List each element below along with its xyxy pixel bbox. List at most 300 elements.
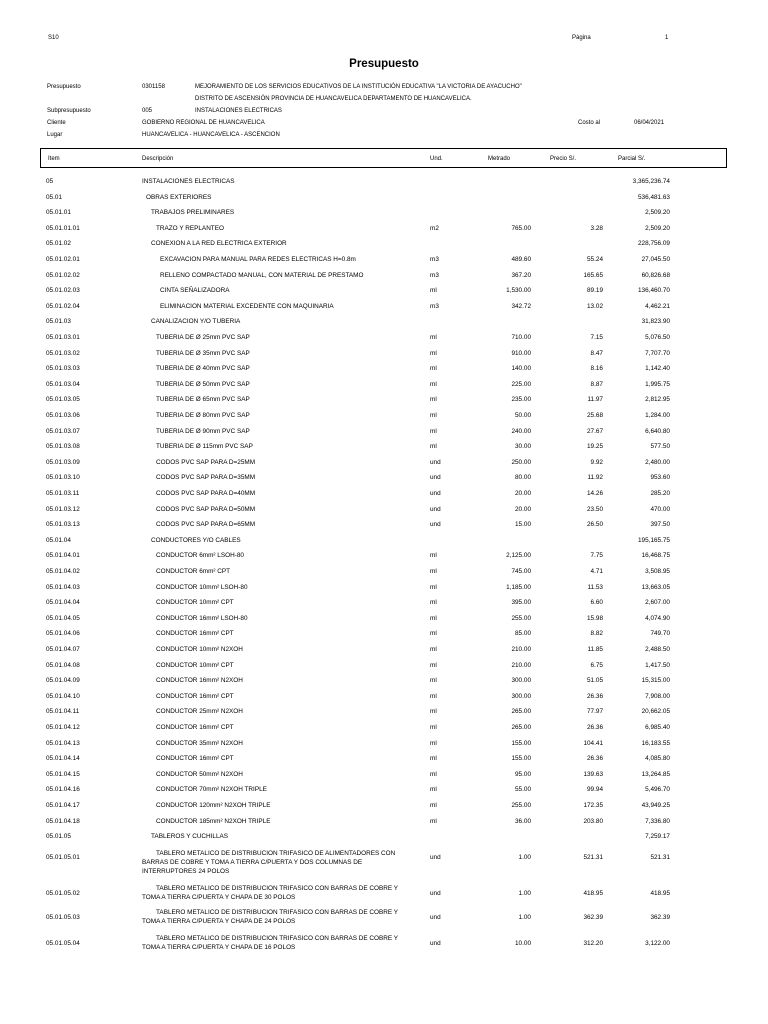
row-precio: 11.85	[587, 646, 603, 653]
row-unit: und	[430, 521, 441, 529]
row-parcial: 2,607.00	[645, 599, 670, 607]
row-item: 05.01.03.03	[46, 365, 80, 373]
row-description-line: BARRAS DE COBRE Y TOMA A TIERRA C/PUERTA Y DOS COLUMNAS DE	[142, 859, 363, 866]
row-parcial: 7,908.00	[645, 692, 670, 700]
row-parcial: 3,365,236.74	[632, 178, 670, 185]
row-precio: 521.31	[583, 854, 603, 861]
row-metrado: 265.00	[511, 724, 531, 731]
row-description: TUBERIA DE Ø 35mm PVC SAP	[156, 349, 250, 357]
row-metrado: 30.00	[515, 443, 531, 451]
row-description-line: TABLERO METALICO DE DISTRIBUCION TRIFASICO DE ALIMENTADORES CON	[156, 850, 396, 857]
row-unit: ml	[430, 396, 437, 404]
row-unit: ml	[430, 677, 437, 685]
row-item: 05.01.03.09	[46, 458, 80, 466]
row-unit: und	[430, 490, 441, 497]
row-metrado: 36.00	[515, 817, 531, 825]
row-precio: 26.50	[587, 521, 603, 529]
table-row	[0, 849, 768, 879]
table-row	[0, 517, 768, 533]
row-description-line: TABLERO METALICO DE DISTRIBUCION TRIFASICO CON BARRAS DE COBRE Y	[156, 909, 399, 916]
row-unit: und	[430, 458, 441, 466]
row-precio: 6.60	[590, 599, 603, 607]
row-unit: und	[430, 854, 441, 861]
row-precio: 7.15	[590, 334, 603, 341]
row-item: 05.01.03.02	[46, 349, 80, 357]
row-metrado: 210.00	[511, 661, 531, 669]
row-precio: 11.97	[587, 396, 603, 404]
row-metrado: 155.00	[511, 739, 531, 747]
row-metrado: 1,185.00	[506, 583, 531, 591]
row-metrado: 85.00	[515, 630, 531, 638]
row-precio: 8.47	[590, 349, 603, 357]
row-description: CONEXION A LA RED ELECTRICA EXTERIOR	[151, 240, 287, 248]
table-row	[0, 190, 768, 206]
row-parcial: 1,284.00	[645, 412, 670, 419]
row-unit: ml	[430, 443, 437, 451]
row-precio: 104.41	[583, 739, 603, 747]
row-parcial: 2,509.20	[645, 209, 670, 217]
row-metrado: 710.00	[511, 334, 531, 341]
row-parcial: 2,509.20	[645, 224, 670, 232]
subpresupuesto-desc: INSTALACIONES ELECTRICAS	[195, 108, 282, 114]
row-metrado: 342.72	[511, 302, 531, 310]
row-item: 05.01.02.03	[46, 287, 80, 295]
row-unit: ml	[430, 708, 437, 716]
table-row	[0, 829, 768, 845]
row-item: 05.01.03.06	[46, 412, 80, 419]
s10-label: S10	[48, 35, 59, 41]
row-precio: 8.87	[590, 380, 603, 388]
cliente-label: Cliente	[47, 120, 66, 126]
row-description: CODOS PVC SAP PARA D=25MM	[156, 458, 256, 466]
row-metrado: 250.00	[511, 458, 531, 466]
row-description: CONDUCTOR 120mm² N2XOH TRIPLE	[156, 802, 271, 809]
row-parcial: 2,488.50	[645, 646, 670, 653]
row-description: CODOS PVC SAP PARA D=65MM	[156, 521, 256, 529]
row-parcial: 43,949.25	[641, 802, 670, 809]
table-row	[0, 346, 768, 362]
table-row	[0, 299, 768, 315]
row-unit: ml	[430, 365, 437, 373]
subpresupuesto-code: 005	[142, 108, 153, 114]
row-item: 05.01.03.04	[46, 380, 80, 388]
table-row	[0, 934, 768, 964]
row-metrado: 20.00	[515, 490, 531, 497]
row-metrado: 80.00	[515, 474, 531, 482]
row-unit: ml	[430, 692, 437, 700]
row-item: 05.01.03.01	[46, 334, 80, 341]
table-row	[0, 174, 768, 190]
row-precio: 8.82	[590, 630, 603, 638]
row-item: 05.01.04.05	[46, 614, 80, 622]
presupuesto-desc-1: MEJORAMIENTO DE LOS SERVICIOS EDUCATIVOS DE LA INSTITUCIÓN EDUCATIVA "LA VICTORIA DE AYACUCHO"	[195, 84, 522, 90]
row-metrado: 1.00	[518, 914, 531, 921]
row-precio: 55.24	[587, 256, 603, 263]
row-precio: 165.65	[583, 271, 603, 279]
table-row	[0, 424, 768, 440]
row-item: 05.01.04.03	[46, 583, 80, 591]
row-description: TUBERIA DE Ø 25mm PVC SAP	[156, 334, 250, 341]
row-parcial: 4,085.80	[645, 755, 670, 763]
row-parcial: 6,985.40	[645, 724, 670, 731]
table-row	[0, 439, 768, 455]
row-description: CONDUCTOR 10mm² N2XOH	[156, 646, 243, 653]
table-row	[0, 268, 768, 284]
row-parcial: 3,122.00	[645, 940, 670, 947]
row-precio: 77.97	[587, 708, 603, 716]
table-row	[0, 689, 768, 705]
row-description: EXCAVACION PARA MANUAL PARA REDES ELECTRICAS H=0.8m	[160, 256, 356, 263]
row-precio: 172.35	[583, 802, 603, 809]
table-row	[0, 361, 768, 377]
row-item: 05.01.04.06	[46, 630, 80, 638]
row-precio: 23.50	[587, 505, 603, 513]
cliente-value: GOBIERNO REGIONAL DE HUANCAVELICA	[142, 120, 265, 126]
row-unit: ml	[430, 724, 437, 731]
row-precio: 418.95	[583, 890, 603, 897]
table-row	[0, 580, 768, 596]
row-description: TRAZO Y REPLANTEO	[156, 224, 224, 232]
row-parcial: 5,496.70	[645, 786, 670, 794]
row-unit: ml	[430, 646, 437, 653]
row-unit: m2	[430, 224, 439, 232]
row-item: 05.01.04.10	[46, 692, 80, 700]
presupuesto-desc-2: DISTRITO DE ASCENSIÓN PROVINCIA DE HUANCAVELICA DEPARTAMENTO DE HUANCAVELICA.	[195, 96, 472, 102]
row-precio: 362.39	[583, 914, 603, 921]
table-row	[0, 236, 768, 252]
row-description-line: TOMA A TIERRA C/PUERTA Y CHAPA DE 16 POLOS	[142, 944, 296, 951]
row-parcial: 362.39	[650, 914, 670, 921]
row-parcial: 4,462.21	[645, 302, 670, 310]
row-parcial: 31,823.90	[641, 318, 670, 326]
row-description: TUBERIA DE Ø 65mm PVC SAP	[156, 396, 250, 404]
table-row	[0, 205, 768, 221]
row-parcial: 1,142.40	[645, 365, 670, 373]
row-unit: ml	[430, 552, 437, 560]
table-row	[0, 658, 768, 674]
row-unit: und	[430, 914, 441, 921]
row-description-line: TABLERO METALICO DE DISTRIBUCION TRIFASICO CON BARRAS DE COBRE Y	[156, 935, 399, 942]
row-unit: m3	[430, 256, 439, 263]
row-precio: 6.75	[590, 661, 603, 669]
row-item: 05.01.03	[46, 318, 71, 326]
row-parcial: 7,259.17	[645, 833, 670, 841]
row-description: CINTA SEÑALIZADORA	[160, 287, 230, 295]
row-item: 05.01.04.02	[46, 568, 80, 575]
row-metrado: 210.00	[511, 646, 531, 653]
row-parcial: 418.95	[650, 890, 670, 897]
table-row	[0, 533, 768, 549]
row-parcial: 195,165.75	[638, 536, 670, 544]
row-precio: 8.16	[590, 365, 603, 373]
row-precio: 51.05	[587, 677, 603, 685]
row-item: 05.01.04	[46, 536, 71, 544]
table-row	[0, 751, 768, 767]
row-metrado: 395.00	[511, 599, 531, 607]
row-item: 05.01.05.02	[46, 890, 80, 897]
row-description: ELIMINACION MATERIAL EXCEDENTE CON MAQUINARIA	[160, 302, 334, 310]
row-metrado: 910.00	[511, 349, 531, 357]
row-parcial: 6,640.80	[645, 427, 670, 435]
row-parcial: 2,812.95	[645, 396, 670, 404]
row-precio: 26.36	[587, 724, 603, 731]
row-item: 05.01.04.15	[46, 770, 80, 778]
row-parcial: 136,460.70	[638, 287, 670, 295]
table-row	[0, 221, 768, 237]
row-unit: ml	[430, 583, 437, 591]
subpresupuesto-label: Subpresupuesto	[47, 108, 91, 114]
row-parcial: 749.70	[650, 630, 670, 638]
row-unit: ml	[430, 287, 437, 295]
row-parcial: 285.20	[650, 490, 670, 497]
pagina-number: 1	[665, 35, 669, 41]
row-item: 05.01	[46, 193, 62, 201]
row-item: 05.01.02	[46, 240, 71, 248]
row-metrado: 255.00	[511, 614, 531, 622]
row-unit: ml	[430, 802, 437, 809]
row-description: CONDUCTOR 10mm² CPT	[156, 661, 234, 669]
row-metrado: 15.00	[515, 521, 531, 529]
row-metrado: 1,530.00	[506, 287, 531, 295]
table-row	[0, 782, 768, 798]
row-item: 05.01.05.01	[46, 854, 80, 861]
row-parcial: 577.50	[650, 443, 670, 451]
row-item: 05.01.05.04	[46, 940, 80, 947]
col-metrado: Metrado	[488, 156, 511, 162]
row-unit: ml	[430, 380, 437, 388]
row-parcial: 521.31	[650, 854, 670, 861]
row-description: CONDUCTOR 185mm² N2XOH TRIPLE	[156, 817, 271, 825]
row-item: 05.01.02.01	[46, 256, 80, 263]
row-metrado: 300.00	[511, 692, 531, 700]
row-unit: ml	[430, 786, 437, 794]
row-precio: 25.68	[587, 412, 603, 419]
presupuesto-code: 0301158	[142, 84, 165, 90]
table-row	[0, 314, 768, 330]
row-precio: 312.20	[583, 940, 603, 947]
row-description-line: TOMA A TIERRA C/PUERTA Y CHAPA DE 30 POLOS	[142, 894, 296, 901]
row-precio: 11.53	[587, 583, 603, 591]
row-item: 05.01.04.18	[46, 817, 80, 825]
row-metrado: 95.00	[515, 770, 531, 778]
row-unit: ml	[430, 349, 437, 357]
row-unit: und	[430, 890, 441, 897]
row-metrado: 2,125.00	[506, 552, 531, 560]
presupuesto-label: Presupuesto	[47, 84, 81, 90]
row-item: 05.01.04.01	[46, 552, 80, 560]
row-description: INSTALACIONES ELECTRICAS	[142, 178, 235, 185]
row-parcial: 536,481.63	[638, 193, 670, 201]
table-row	[0, 767, 768, 783]
row-unit: und	[430, 474, 441, 482]
table-row	[0, 377, 768, 393]
row-item: 05.01.04.12	[46, 724, 80, 731]
row-item: 05.01.03.10	[46, 474, 80, 482]
row-metrado: 265.00	[511, 708, 531, 716]
row-unit: m3	[430, 302, 439, 310]
row-description: CONDUCTOR 6mm² CPT	[156, 568, 231, 575]
row-item: 05.01.04.16	[46, 786, 80, 794]
row-unit: ml	[430, 630, 437, 638]
lugar-label: Lugar	[47, 132, 63, 138]
row-description: CONDUCTOR 16mm² CPT	[156, 724, 234, 731]
row-parcial: 4,074.90	[645, 614, 670, 622]
row-item: 05.01.03.11	[46, 490, 80, 497]
row-description-line: TABLERO METALICO DE DISTRIBUCION TRIFASICO CON BARRAS DE COBRE Y	[156, 885, 399, 892]
table-row	[0, 798, 768, 814]
row-metrado: 300.00	[511, 677, 531, 685]
row-metrado: 235.00	[511, 396, 531, 404]
row-unit: ml	[430, 427, 437, 435]
row-precio: 13.02	[587, 302, 603, 310]
row-item: 05.01.04.04	[46, 599, 80, 607]
row-item: 05.01.01.01	[46, 224, 80, 232]
table-row	[0, 626, 768, 642]
row-metrado: 1.00	[518, 854, 531, 861]
table-row	[0, 673, 768, 689]
row-precio: 89.19	[587, 287, 603, 295]
row-precio: 14.26	[587, 490, 603, 497]
table-row	[0, 252, 768, 268]
row-parcial: 2,480.00	[645, 458, 670, 466]
row-item: 05.01.04.09	[46, 677, 80, 685]
table-row	[0, 564, 768, 580]
row-parcial: 27,045.50	[641, 256, 670, 263]
col-und: Und.	[430, 156, 443, 162]
row-unit: ml	[430, 770, 437, 778]
table-row	[0, 704, 768, 720]
row-description: CONDUCTOR 10mm² CPT	[156, 599, 234, 607]
table-row	[0, 611, 768, 627]
row-description: TUBERIA DE Ø 80mm PVC SAP	[156, 412, 250, 419]
row-description: CONDUCTOR 25mm² N2XOH	[156, 708, 243, 716]
lugar-value: HUANCAVELICA - HUANCAVELICA - ASCENCION	[142, 132, 280, 138]
table-row	[0, 502, 768, 518]
row-description-line: INTERRUPTORES 24 POLOS	[142, 868, 230, 875]
row-parcial: 5,076.50	[645, 334, 670, 341]
row-parcial: 3,508.95	[645, 568, 670, 575]
row-description: CONDUCTOR 10mm² LSOH-80	[156, 583, 248, 591]
row-unit: ml	[430, 568, 437, 575]
row-parcial: 13,663.05	[641, 583, 670, 591]
row-description: CONDUCTOR 50mm² N2XOH	[156, 770, 243, 778]
row-metrado: 745.00	[511, 568, 531, 575]
row-description: CODOS PVC SAP PARA D=35MM	[156, 474, 256, 482]
costo-label: Costo al	[578, 120, 601, 126]
row-description: CODOS PVC SAP PARA D=50MM	[156, 505, 256, 513]
row-precio: 4.71	[590, 568, 603, 575]
row-precio: 26.36	[587, 755, 603, 763]
row-metrado: 225.00	[511, 380, 531, 388]
row-description: CONDUCTOR 16mm² CPT	[156, 630, 234, 638]
row-item: 05.01.03.07	[46, 427, 80, 435]
row-metrado: 20.00	[515, 505, 531, 513]
row-parcial: 7,707.70	[645, 349, 670, 357]
row-parcial: 16,183.55	[641, 739, 670, 747]
table-row	[0, 283, 768, 299]
table-row	[0, 330, 768, 346]
row-parcial: 13,264.85	[641, 770, 670, 778]
row-description: CONDUCTOR 16mm² LSOH-80	[156, 614, 248, 622]
row-description: CONDUCTOR 70mm² N2XOH TRIPLE	[156, 786, 267, 794]
row-description: CODOS PVC SAP PARA D=40MM	[156, 490, 256, 497]
row-parcial: 228,756.09	[638, 240, 670, 248]
row-unit: ml	[430, 739, 437, 747]
page-title: Presupuesto	[349, 58, 419, 70]
row-precio: 7.75	[590, 552, 603, 560]
row-item: 05.01.04.13	[46, 739, 80, 747]
table-row	[0, 595, 768, 611]
row-parcial: 16,468.75	[641, 552, 670, 560]
row-parcial: 20,662.05	[641, 708, 670, 716]
row-precio: 19.25	[587, 443, 603, 451]
row-description: CONDUCTOR 6mm² LSOH-80	[156, 552, 244, 560]
table-row	[0, 392, 768, 408]
row-precio: 11.92	[587, 474, 603, 482]
row-item: 05.01.03.08	[46, 443, 80, 451]
row-precio: 139.63	[583, 770, 603, 778]
row-metrado: 155.00	[511, 755, 531, 763]
table-row	[0, 736, 768, 752]
row-item: 05.01.03.12	[46, 505, 80, 513]
col-item: Item	[48, 156, 60, 162]
table-row	[0, 642, 768, 658]
row-description: CONDUCTOR 16mm² N2XOH	[156, 677, 243, 685]
row-metrado: 1.00	[518, 890, 531, 897]
table-row	[0, 455, 768, 471]
row-metrado: 140.00	[511, 365, 531, 373]
row-parcial: 15,315.00	[641, 677, 670, 685]
col-descripcion: Descripción	[142, 156, 174, 162]
row-parcial: 1,995.75	[645, 380, 670, 388]
row-unit: ml	[430, 755, 437, 763]
row-precio: 3.28	[590, 224, 603, 232]
table-row	[0, 470, 768, 486]
row-parcial: 7,336.80	[645, 817, 670, 825]
row-unit: und	[430, 940, 441, 947]
table-row	[0, 486, 768, 502]
row-item: 05.01.04.08	[46, 661, 80, 669]
row-metrado: 489.60	[511, 256, 531, 263]
row-metrado: 10.00	[515, 940, 531, 947]
row-description: CONDUCTOR 16mm² CPT	[156, 692, 234, 700]
costo-date: 06/04/2021	[634, 120, 665, 126]
row-unit: m3	[430, 271, 439, 279]
row-precio: 26.36	[587, 692, 603, 700]
row-unit: ml	[430, 661, 437, 669]
row-metrado: 240.00	[511, 427, 531, 435]
row-unit: ml	[430, 334, 437, 341]
row-precio: 27.67	[587, 427, 603, 435]
row-item: 05.01.02.04	[46, 302, 80, 310]
row-unit: ml	[430, 817, 437, 825]
table-row	[0, 720, 768, 736]
row-parcial: 397.50	[650, 521, 670, 529]
row-metrado: 765.00	[511, 224, 531, 232]
row-precio: 99.94	[587, 786, 603, 794]
row-item: 05.01.02.02	[46, 271, 80, 279]
col-precio: Precio S/.	[550, 156, 577, 162]
row-description: TABLEROS Y CUCHILLAS	[151, 833, 229, 841]
row-description: TUBERIA DE Ø 40mm PVC SAP	[156, 365, 250, 373]
row-item: 05.01.04.17	[46, 802, 80, 809]
table-row	[0, 548, 768, 564]
pagina-label: Página	[572, 35, 591, 41]
row-item: 05.01.01	[46, 209, 71, 217]
row-precio: 203.80	[583, 817, 603, 825]
row-parcial: 1,417.50	[645, 661, 670, 669]
row-item: 05.01.03.05	[46, 396, 80, 404]
